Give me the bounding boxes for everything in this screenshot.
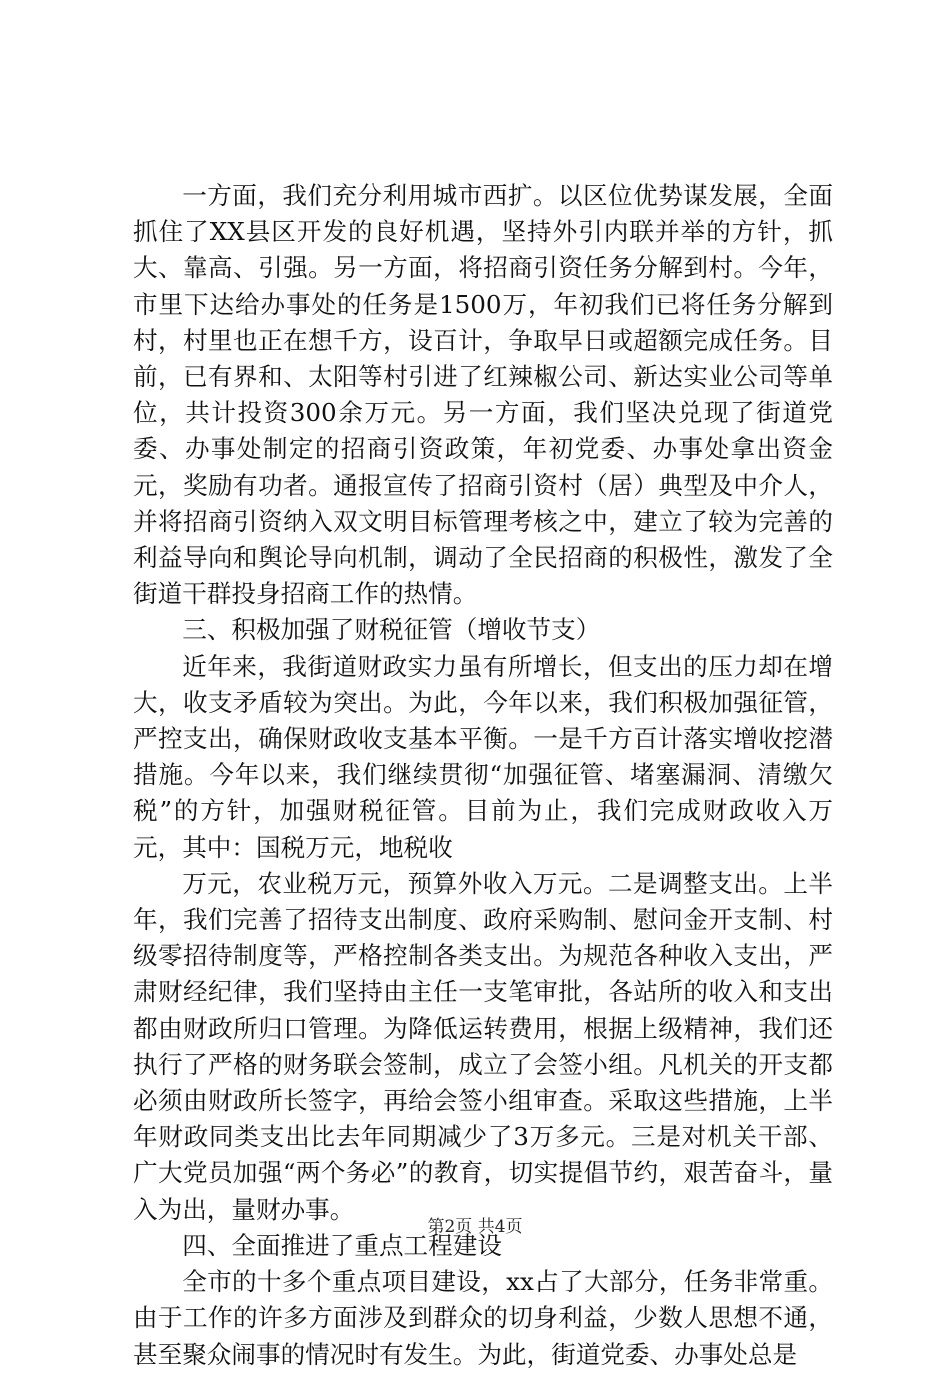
paragraph-tax-2: 万元，农业税万元，预算外收入万元。二是调整支出。上半年，我们完善了招待支出制度、政府采购制、慰问金开支制、村级零招待制度等，严格控制各类支出。为规范各种收入支出，严肃财经纪律，我们坚持由主任一支笔审批，各站所的收入和支出都由财政所归口管理。为降低运转费用，根据上级精神，我们还执行了严格的财务联会签制，成立了会签小组。凡机关的开支都必须由财政所长签字，再给会签小组审查。采取这些措施，上半年财政同类支出比去年同期减少了3万多元。三是对机关干部、广大党员加强“两个务必”的教育，切实提倡节约，艰苦奋斗，量入为出，量财办事。 [133,868,833,1224]
page-number: 第2页 共4页 [427,1217,523,1237]
document-body [133,178,833,1373]
paragraph-investment: 一方面，我们充分利用城市西扩。以区位优势谋发展，全面抓住了XX县区开发的良好机遇，坚持外引内联并举的方针，抓大、靠高、引强。另一方面，将招商引资任务分解到村。今年，市里下达给办事处的任务是1500万，年初我们已将任务分解到村，村里也正在想千方，设百计，争取早日或超额完成任务。目前，已有界和、太阳等村引进了红辣椒公司、新达实业公司等单位，共计投资300余万元。另一方面，我们坚决兑现了街道党委、办事处制定的招商引资政策，年初党委、办事处拿出资金元，奖励有功者。通报宣传了招商引资村（居）典型及中介人，并将招商引资纳入双文明目标管理考核之中，建立了较为完善的利益导向和舆论导向机制，调动了全民招商的积极性，激发了全街道干群投身招商工作的热情。 [133,181,833,609]
paragraph-tax-1: 近年来，我街道财政实力虽有所增长，但支出的压力却在增大，收支矛盾较为突出。为此，今年以来，我们积极加强征管，严控支出，确保财政收支基本平衡。一是千方百计落实增收挖潜措施。今年以来，我们继续贯彻“加强征管、堵塞漏洞、清缴欠税”的方针，加强财税征管。目前为止，我们完成财政收入万元，其中：国税万元，地税收 [133,651,833,862]
paragraph-projects: 全市的十多个重点项目建设，xx占了大部分，任务非常重。由于工作的许多方面涉及到群众的切身利益，少数人思想不通，甚至聚众闹事的情况时有发生。为此，街道党委、办事处总是 [133,1267,833,1369]
section-heading-projects: 四、全面推进了重点工程建设 [182,1230,502,1260]
section-heading-tax: 三、积极加强了财税征管（增收节支） [182,615,601,645]
